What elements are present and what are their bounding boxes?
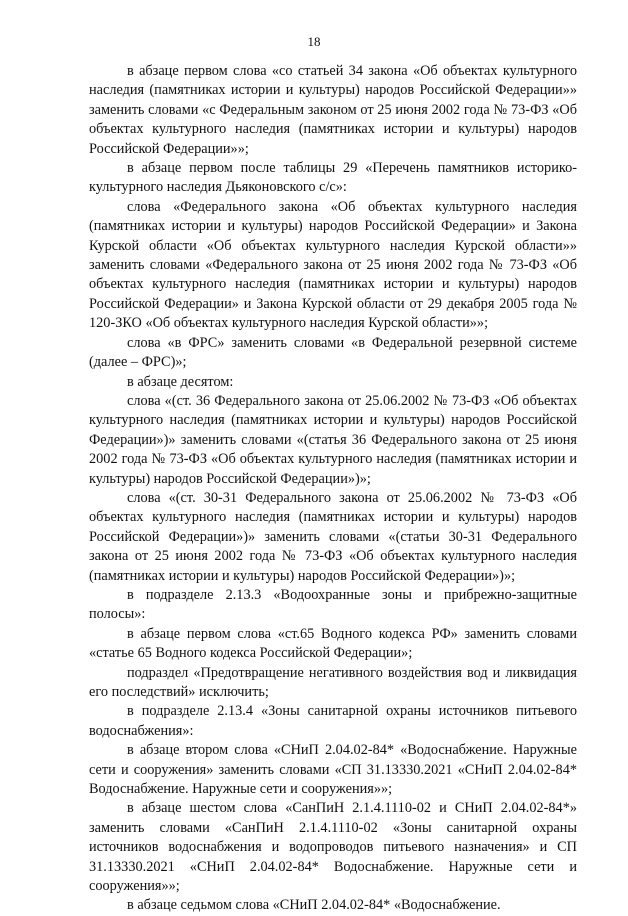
paragraph: слова «в ФРС» заменить словами «в Федеральной резервной системе (далее – ФРС)»; [89, 334, 577, 371]
paragraph: в абзаце первом слова «ст.65 Водного кодекса РФ» заменить словами «статье 65 Водного кодекса Российской Федерации»; [89, 625, 577, 662]
paragraph: в подразделе 2.13.4 «Зоны санитарной охраны источников питьевого водоснабжения»: [89, 703, 577, 739]
paragraph: подраздел «Предотвращение негативного воздействия вод и ликвидация его последствий» исключить; [89, 664, 577, 700]
paragraph: в абзаце десятом: [127, 373, 234, 390]
page-number: 18 [307, 34, 321, 49]
paragraph: слова «(ст. 30-31 Федерального закона от 25.06.2002 № 73-ФЗ «Об объектах культурного наследия (памятниках истории и культуры) народов Российской Федерации»)» заменить словами «(статьи 30-31 Федерального закона от 25 июня 2002 года № 73-ФЗ «Об объектах культурного наследия (памятниках истории и культуры) народов Российской Федерации»)»; [89, 489, 577, 584]
paragraph: в абзаце первом после таблицы 29 «Перечень памятников историко-культурного наследия Дьяконовского с/с»: [89, 160, 577, 196]
paragraph: в абзаце первом слова «со статьей 34 закона «Об объектах культурного наследия (памятниках истории и культуры) народов Российской Федерации»» заменить словами «с Федеральным законом от 25 июня 2002 года № 73-ФЗ «Об объектах культурного наследия (памятниках истории и культуры) народов Российской Федерации»»; [89, 63, 577, 157]
paragraph: в подразделе 2.13.3 «Водоохранные зоны и прибрежно-защитные полосы»: [89, 586, 577, 623]
document-body [89, 62, 577, 916]
paragraph: в абзаце шестом слова «СанПиН 2.1.4.1110-02 и СНиП 2.04.02-84*» заменить словами «СанПиН 2.1.4.1110-02 «Зоны санитарной охраны источников водоснабжения и водопроводов питьевого назначения» и СП 31.13330.2021 «СНиП 2.04.02-84* Водоснабжение. Наружные сети и сооружения»»; [89, 800, 577, 895]
paragraph: в абзаце втором слова «СНиП 2.04.02-84* «Водоснабжение. Наружные сети и сооружения» заменить словами «СП 31.13330.2021 «СНиП 2.04.02-84* Водоснабжение. Наружные сети и сооружения»»; [89, 742, 577, 798]
paragraph: слова «Федерального закона «Об объектах культурного наследия (памятниках истории и культуры) народов Российской Федерации» и Закона Курской области «Об объектах культурного наследия Курской области»» заменить словами «Федерального закона от 25 июня 2002 года № 73-ФЗ «Об объектах культурного наследия (памятниках истории и культуры) народов Российской Федерации» и Закона Курской области от 29 декабря 2005 года № 120-ЗКО «Об объектах культурного наследия Курской области»»; [89, 198, 577, 332]
paragraph: слова «(ст. 36 Федерального закона от 25.06.2002 № 73-ФЗ «Об объектах культурного наследия (памятниках истории и культуры) народов Российской Федерации»)» заменить словами «(статья 36 Федерального закона от 25 июня 2002 года № 73-ФЗ «Об объектах культурного наследия (памятниках истории и культуры) народов Российской Федерации»)»; [89, 392, 577, 487]
paragraph: в абзаце седьмом слова «СНиП 2.04.02-84* «Водоснабжение. [127, 897, 501, 914]
